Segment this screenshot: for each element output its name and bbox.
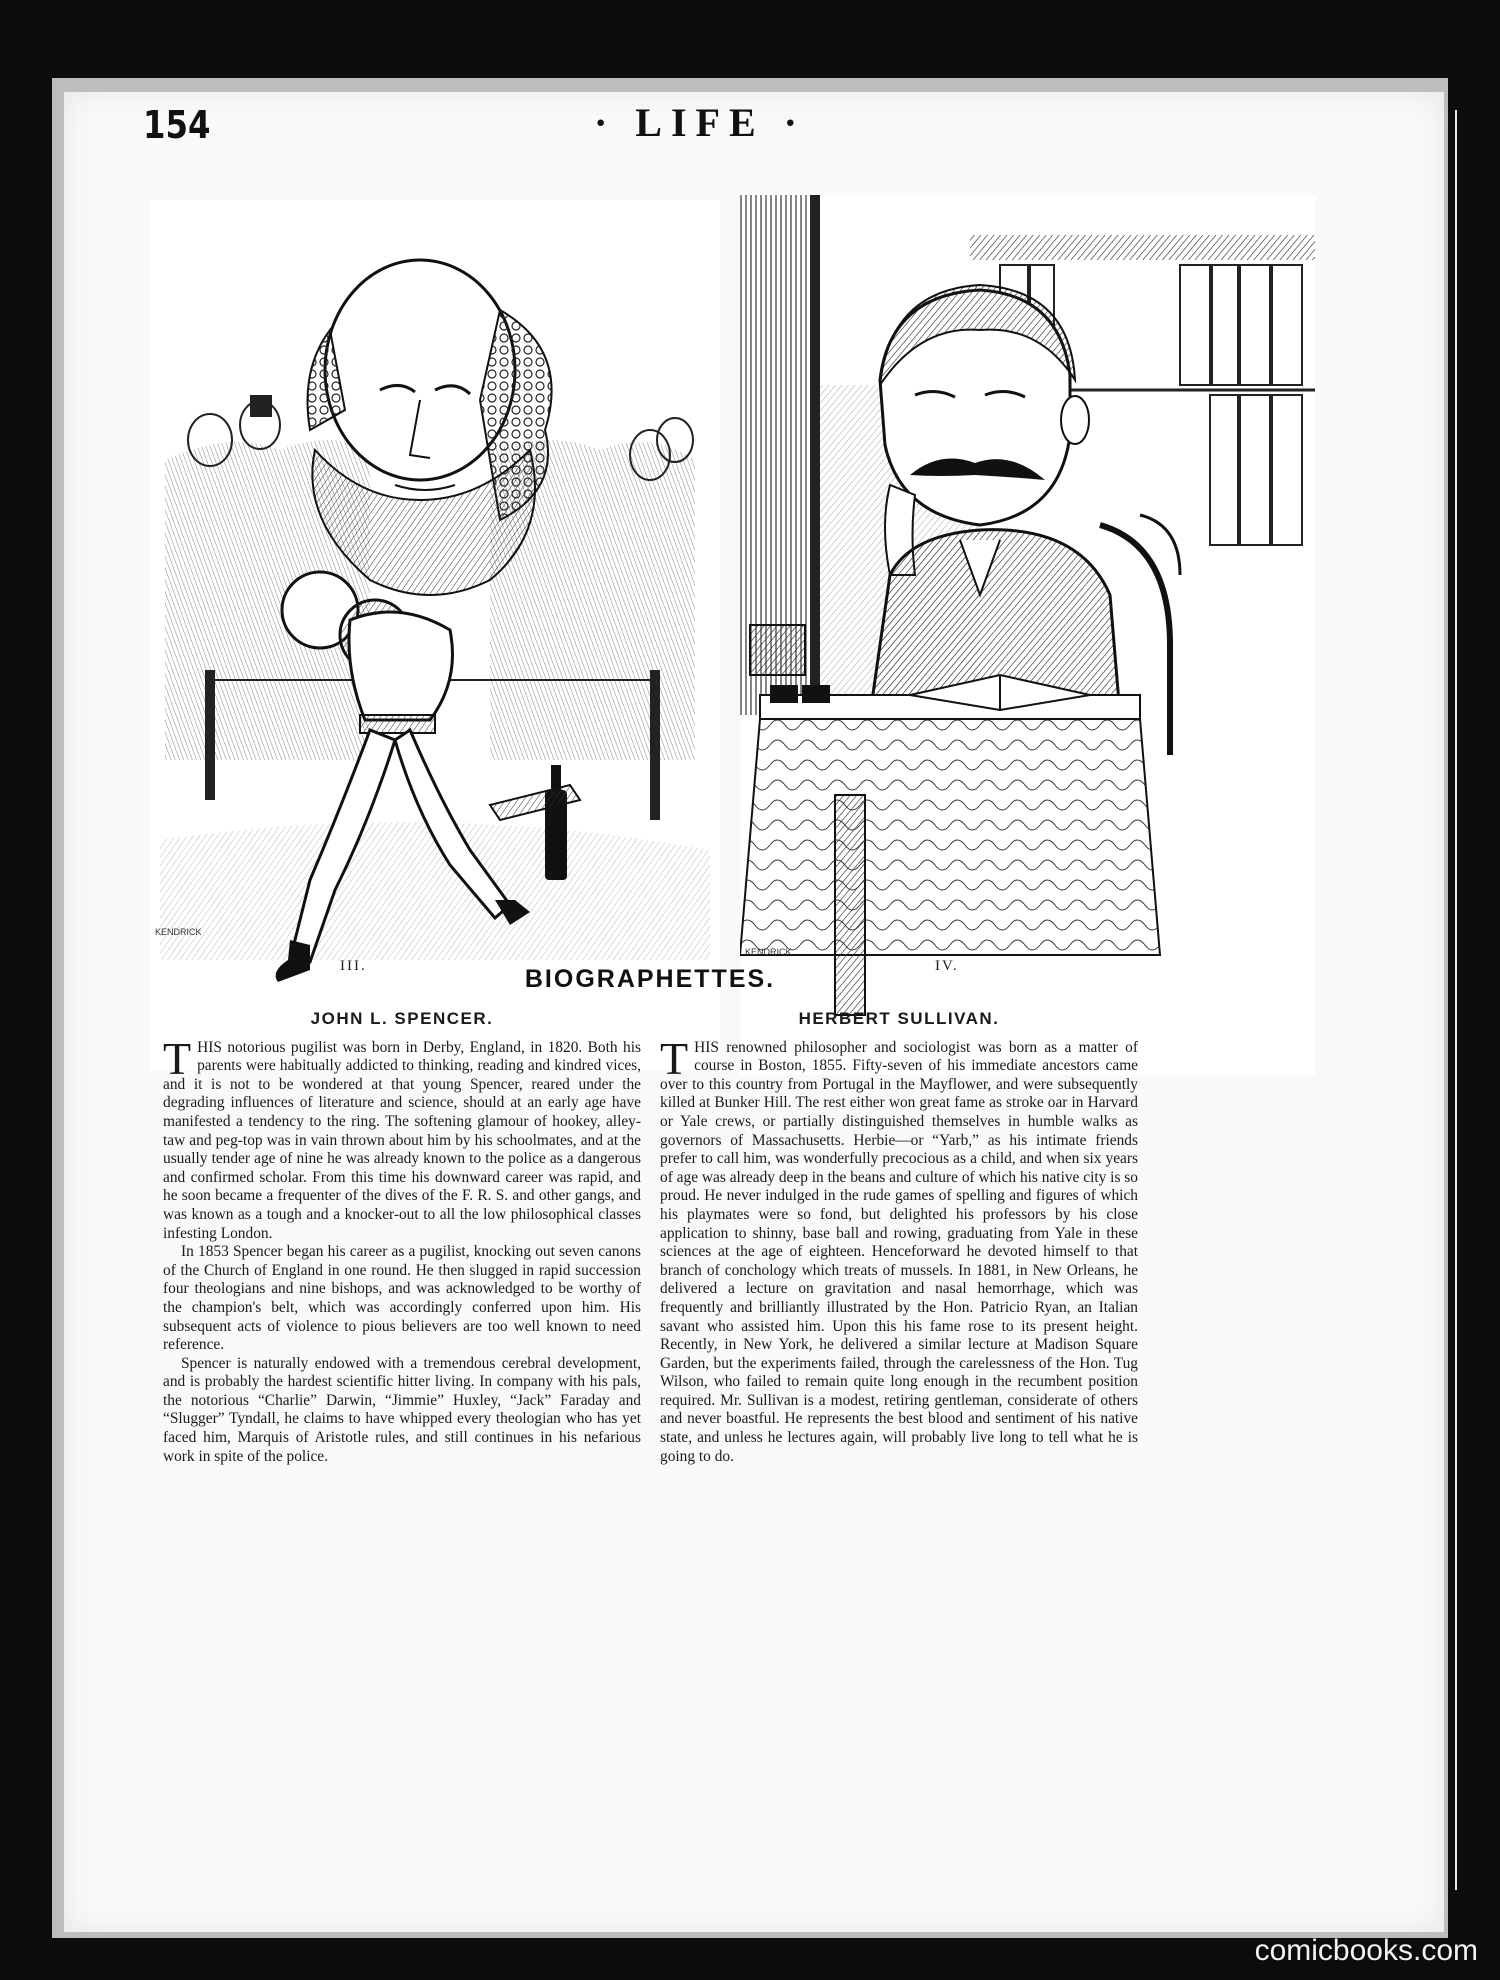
artist-signature-right: KENDRICK <box>745 947 792 957</box>
page-number: 154 <box>143 103 211 147</box>
article-column-right <box>660 1010 1138 1466</box>
article-paragraph: THIS notorious pugilist was born in Derby, England, in 1820. Both his parents were habitually addicted to thinking, reading and kindred vices, and it is not to be wondered at that young Spencer, reared under the degrading influences of literature and science, should at an early age have manifested a tendency to the ring. The softening glamour of hookey, alley-taw and peg-top was in vain thrown about him by his schoolmates, and at the usually tender age of nine he was already known to the police as a dangerous and confirmed scholar. From this time his downward career was rapid, and he soon became a frequenter of the dives of the F. R. S. and other gangs, and was known as a tough and a knocker-out to all the low philosophical classes infesting London. <box>163 1032 641 1242</box>
scholar-caricature-drawing <box>740 195 1315 1075</box>
article-heading-left: JOHN L. SPENCER. <box>310 1009 494 1028</box>
article-paragraph: Spencer is naturally endowed with a tremendous cerebral development, and is probably the hardest scientific hitter living. In company with his pals, the notorious “Charlie” Darwin, “Jimmie” Huxley, “Jack” Faraday and “Slugger” Tyndall, he claims to have whipped every theologian who has yet faced him, Marquis of Aristotle rules, and still continues in his nefarious work in spite of the police. <box>163 1354 641 1465</box>
article-paragraph: In 1853 Spencer began his career as a pugilist, knocking out seven canons of the Church of England in one round. He then slugged in rapid succession four theologians and nine bishops, and was acknowledged to be worthy of the champion's belt, which was accordingly conferred upon him. His subsequent acts of violence to pious believers are too well known to need reference. <box>163 1243 641 1354</box>
article-column-left <box>163 1010 641 1466</box>
article-heading-right: HERBERT SULLIVAN. <box>798 1009 1000 1028</box>
article-paragraph: THIS renowned philosopher and sociologist was born as a matter of course in Boston, 1855. Fifty-seven of his immediate ancestors came over to this country from Portugal in the Mayflower, and were subsequently killed at Bunker Hill. The rest either won great fame as stroke oar in Harvard or Yale crews, or partially distinguished themselves in humble walks as governors of Massachusetts. Herbie—or “Yarb,” as his intimate friends prefer to call him, was wonderfully precocious as a child, and when six years of age was already deep in the beans and culture of which his native city is so proud. He never indulged in the rude games of spelling and figures of which his playmates were so fond, but delighted his professors by his close application to shinny, base ball and rowing, graduating from Yale in these sciences at the age of eighteen. Henceforward he devoted himself to that branch of conchology which treats of mussels. In 1881, in New Orleans, he delivered a lecture on gravitation and nasal hemorrhage, which was frequently and brilliantly illustrated by the Hon. Patricio Ryan, an Italian savant who assisted him. Upon this his fame rose to its present height. Recently, in New York, he delivered a similar lecture at Madison Square Garden, but the experiments failed, through the carelessness of the Hon. Tug Wilson, who failed to remain quite long enough in the recumbent position required. Mr. Sullivan is a modest, retiring gentleman, considerate of others and never boastful. He represents the best blood and sentiment of his native state, and unless he lectures again, will probably live long to tell what he is going to do. <box>660 1032 1138 1465</box>
watermark-text: comicbooks.com <box>1254 1934 1478 1967</box>
section-title: BIOGRAPHETTES. <box>524 965 776 993</box>
next-page-edge-line <box>1455 110 1457 1890</box>
illustration-boxer <box>150 200 720 1070</box>
drop-cap: T <box>163 1032 192 1084</box>
drop-cap: T <box>660 1032 689 1084</box>
masthead-title: · LIFE · <box>593 100 807 145</box>
illustration-scholar <box>740 195 1315 1075</box>
plate-numeral-left: III. <box>340 958 367 974</box>
plate-numeral-right: IV. <box>935 958 959 974</box>
artist-signature-left: KENDRICK <box>155 927 202 937</box>
boxer-caricature-drawing <box>150 200 720 1070</box>
